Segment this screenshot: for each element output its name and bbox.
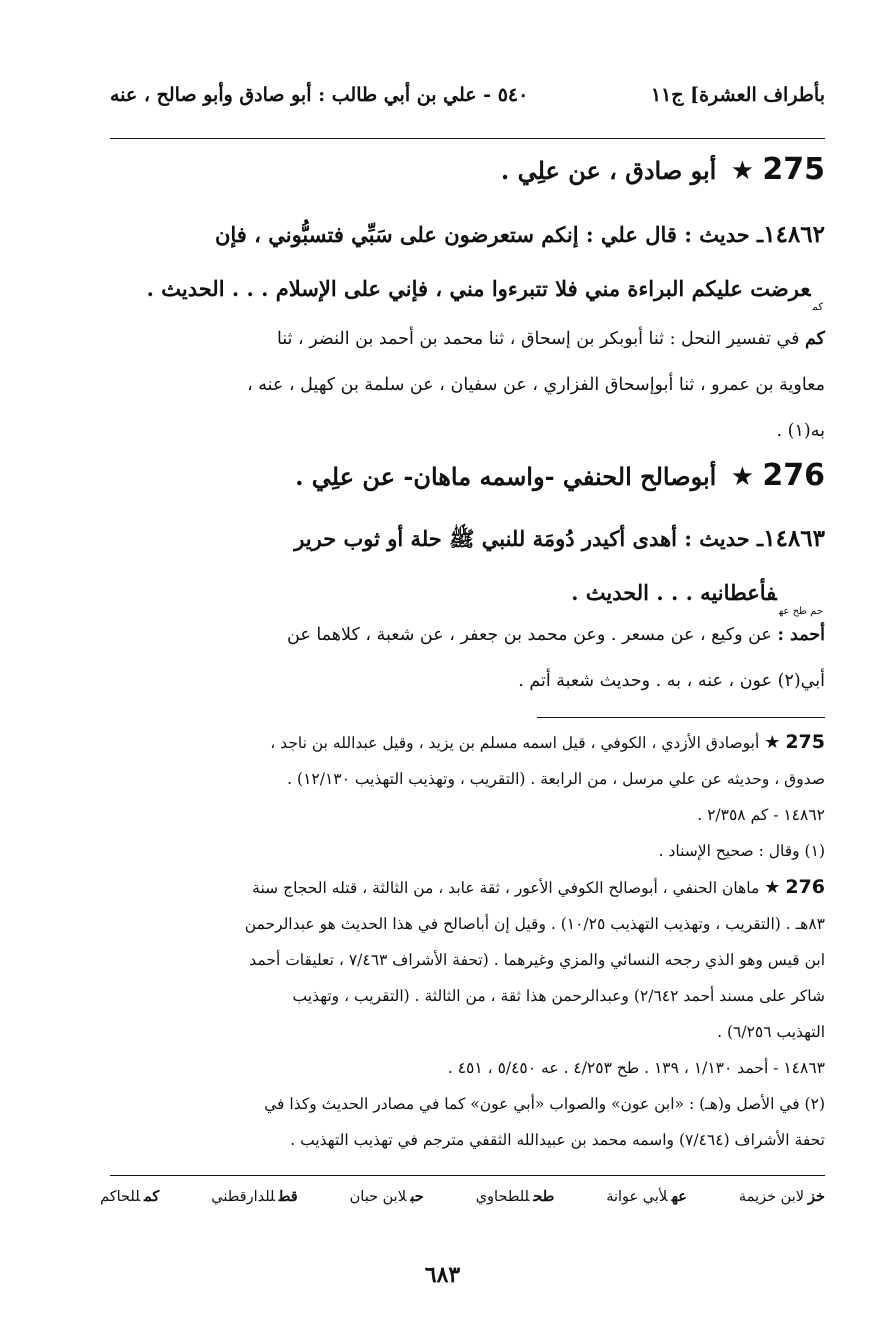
legend-name: للدارقطني (211, 1189, 275, 1205)
source-line: به(١) . (776, 421, 825, 441)
source-14863 (110, 612, 825, 704)
entry-number: 275 (762, 152, 825, 187)
legend-code: كم (144, 1188, 160, 1205)
legend-item (350, 1188, 424, 1205)
legend-code: عه (671, 1188, 687, 1205)
legend-name: لابن حبان (349, 1189, 407, 1205)
star-icon: ★ (764, 877, 781, 898)
entry-title: أبو صادق ، عن علِي . (500, 156, 717, 185)
note-line: ٨٣هـ . (التقريب ، وتهذيب التهذيب ١٠/٢٥) . وقيل إن أباصالح في هذا الحديث هو عبدالرحمن (244, 915, 825, 933)
footnote-1 (110, 833, 825, 869)
note-text: أبوصادق الأزدي ، الكوفي ، قيل اسمه مسلم بن يزيد ، وقيل عبدالله بن ناجد ، (270, 734, 760, 752)
note-line: ابن قيس وهو الذي رجحه النسائي والمزي وغيرهما . (تحفة الأشراف ٧/٤٦٣ ، تعليقات أحمد (249, 951, 825, 969)
note-line: التهذيب ٦/٢٥٦) . (717, 1023, 825, 1041)
note-line: تحفة الأشراف (٧/٤٦٤) واسمه محمد بن عبيدالله الثقفي مترجم في تهذيب التهذيب . (290, 1131, 825, 1149)
note-bio-276 (110, 869, 825, 1050)
hadith-number: ١٤٨٦٢ (763, 221, 825, 248)
note-line: ١٤٨٦٣ - أحمد ١/١٣٠ ، ١٣٩ . طح ٤/٢٥٣ . عه ٥/٤٥٠ ، ٤٥١ . (447, 1059, 825, 1077)
star-icon: ★ (730, 156, 755, 186)
source-text: في تفسير النحل : ثنا أبوبكر بن إسحاق ، ثنا محمد بن أحمد بن النضر ، ثنا (277, 329, 800, 349)
footnote-rule (537, 717, 825, 718)
entry-heading-275 (110, 152, 825, 187)
hadith-text: فأعطانيه . . . الحديث . (571, 580, 777, 605)
star-icon: ★ (764, 732, 781, 753)
footnote-2 (110, 1086, 825, 1158)
note-line: صدوق ، وحديثه عن علي مرسل ، من الرابعة . (التقريب ، وتهذيب التهذيب ١٢/١٣٠) . (287, 770, 825, 788)
legend-name: للحاكم (100, 1189, 140, 1205)
note-number: 275 (785, 731, 825, 753)
source-line (110, 316, 825, 362)
source-line: معاوية بن عمرو ، ثنا أبوإسحاق الفزاري ، عن سفيان ، عن سلمة بن كهيل ، عنه ، (247, 375, 825, 395)
note-ref-14862 (110, 797, 825, 833)
legend-name: لابن خزيمة (738, 1189, 805, 1205)
note-text: ماهان الحنفي ، أبوصالح الكوفي الأعور ، ثقة عابد ، من الثالثة ، قتله الحجاج سنة (252, 879, 760, 897)
hadith-line (110, 208, 825, 262)
entry-number: 276 (762, 458, 825, 493)
running-head-volume: بأطراف العشرة] ج١١ (650, 84, 825, 106)
running-head-chapter: ٥٤٠ - علي بن أبي طالب : أبو صادق وأبو صالح ، عنه (110, 84, 529, 106)
legend-item (739, 1188, 825, 1205)
legend-item (606, 1188, 687, 1205)
source-lead: كم (805, 329, 825, 349)
source-abbreviation: كم (812, 302, 823, 313)
legend-item (211, 1188, 297, 1205)
source-line (110, 612, 825, 658)
source-lead: أحمد : (777, 625, 825, 645)
hadith-line (110, 512, 825, 566)
note-line: شاكر على مسند أحمد ٢/٦٤٢) وعبدالرحمن هذا ثقة ، من الثالثة . (التقريب ، وتهذيب (292, 987, 825, 1005)
entry-heading-276 (110, 458, 825, 493)
header-rule (110, 138, 825, 139)
legend-code: حب (410, 1188, 424, 1205)
legend-rule (110, 1175, 825, 1176)
source-14862 (110, 316, 825, 454)
legend-code: قط (278, 1188, 298, 1205)
legend-item (100, 1188, 159, 1205)
note-number: 276 (785, 876, 825, 898)
note-line: (٢) في الأصل و(هـ) : «ابن عون» والصواب «أبي عون» كما في مصادر الحديث وكذا في (264, 1095, 825, 1113)
note-bio-275 (110, 724, 825, 797)
page-number: ٦٨٣ (424, 1262, 461, 1288)
note-line (110, 724, 825, 761)
hadith-text: ـ حديث : قال علي : إنكم ستعرضون على سَبِّي فتسبُّوني ، فإن (214, 222, 764, 247)
star-icon: ★ (730, 462, 755, 492)
abbreviation-legend (100, 1188, 825, 1205)
source-line: أبي(٢) عون ، عنه ، به . وحديث شعبة أتم . (518, 671, 825, 691)
entry-title: أبوصالح الحنفي -واسمه ماهان- عن علِي . (295, 462, 717, 491)
source-abbreviation: حم طح عه (778, 606, 823, 617)
note-ref-14863 (110, 1050, 825, 1086)
legend-code: طح (533, 1188, 555, 1205)
legend-name: لأبي عوانة (606, 1189, 668, 1205)
hadith-text: عرضت عليكم البراءة مني فلا تتبرءوا مني ، فإني على الإسلام . . . الحديث . (146, 276, 811, 301)
note-line: (١) وقال : صحيح الإسناد . (658, 842, 825, 860)
hadith-number: ١٤٨٦٣ (763, 525, 825, 552)
running-head (110, 84, 825, 106)
note-line (110, 869, 825, 906)
legend-name: للطحاوي (475, 1189, 530, 1205)
legend-code: خز (808, 1188, 825, 1205)
source-text: عن وكيع ، عن مسعر . وعن محمد بن جعفر ، عن شعبة ، كلاهما عن (287, 625, 772, 645)
hadith-text: ـ حديث : أهدى أكيدر دُومَة للنبي ﷺ حلة أو ثوب حرير (294, 526, 764, 551)
note-line: ١٤٨٦٢ - كم ٢/٣٥٨ . (697, 806, 825, 824)
legend-item (476, 1188, 555, 1205)
notes-section (110, 724, 825, 1158)
